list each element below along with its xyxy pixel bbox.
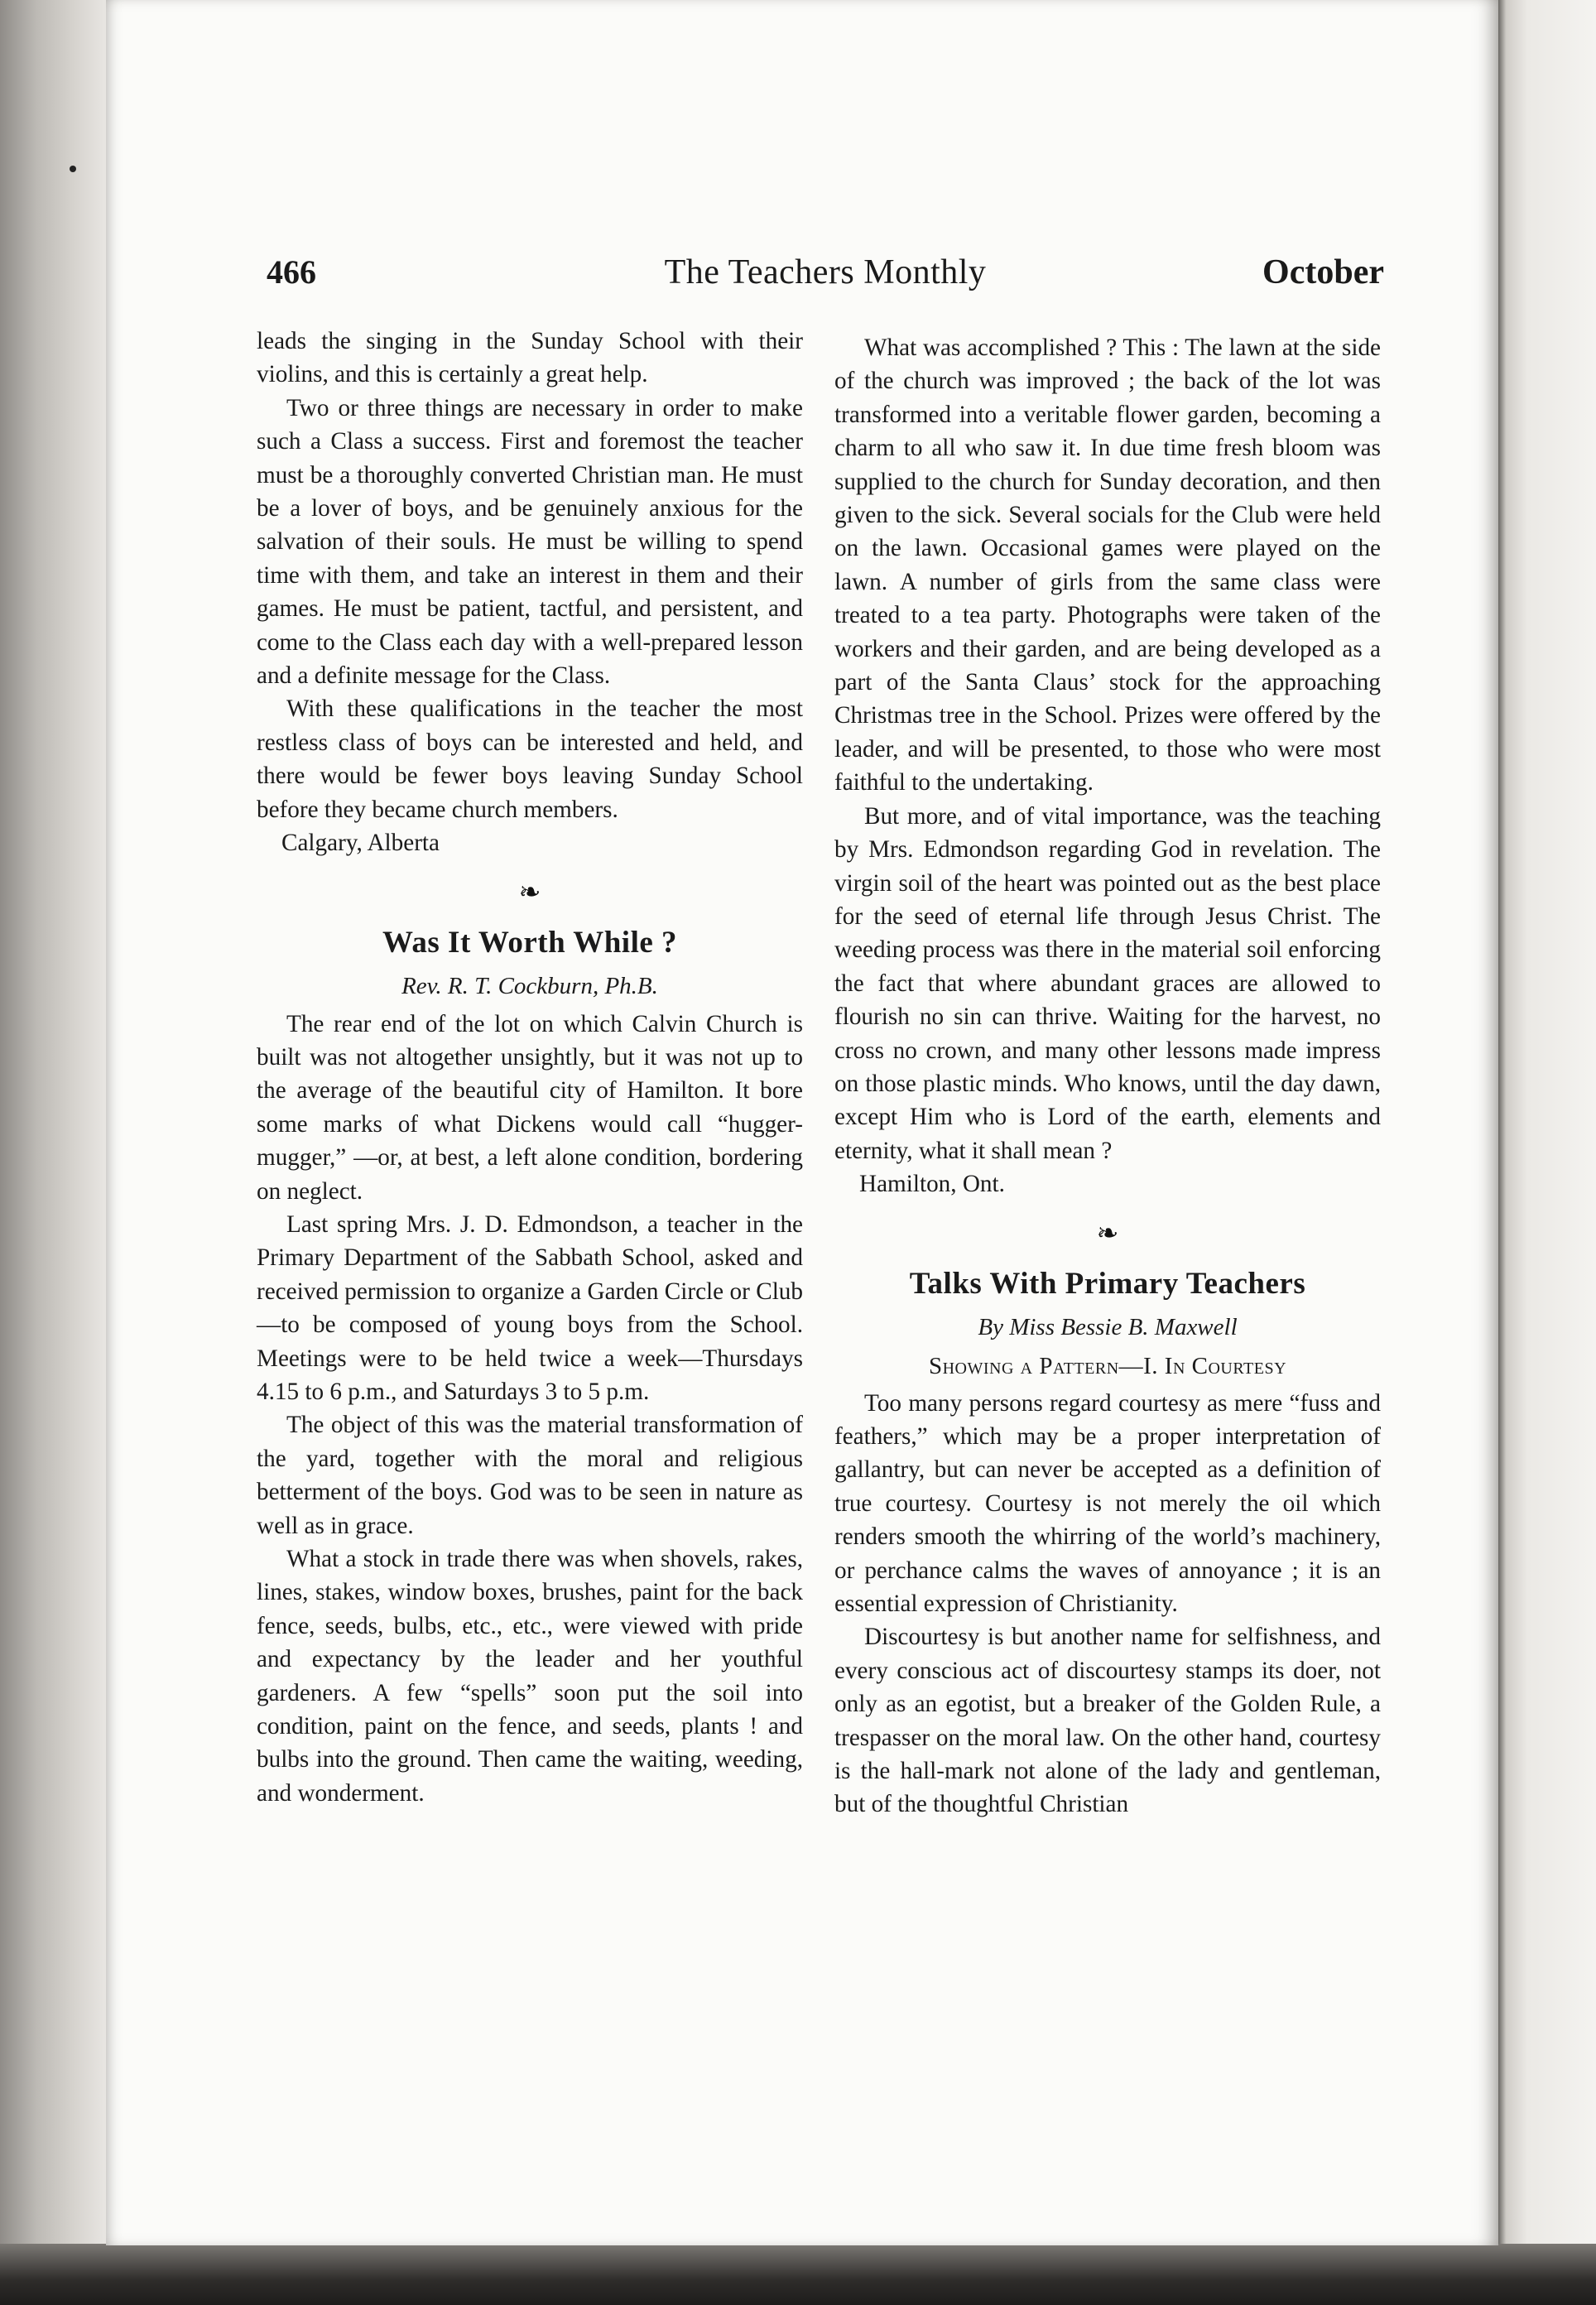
- article-title: Talks With Primary Teachers: [909, 1266, 1306, 1301]
- article-byline: Rev. R. T. Cockburn, Ph.B.: [401, 972, 658, 999]
- paragraph: What was accomplished ? This : The lawn at the side of the church was improved ; the back of the lot was transformed into a veritable flower garden, becoming a charm to all who saw it. In due time fresh bloom was supplied to the church for Sunday decoration, and then given to the sick. Several socials for the Club were held on the lawn. Occasional games were played on the lawn. A number of girls from the same class were treated to a tea party. Photographs were taken of the workers and their garden, and are being developed as a part of the Santa Claus’ stock for the approaching Christmas tree in the School. Prizes were offered by the leader, and will be presented, to those who were most faithful to the undertaking.: [834, 334, 1381, 796]
- paragraph: Too many persons regard courtesy as mere “fuss and feathers,” which may be a proper interpretation of gallantry, but can never be accepted as a definition of true courtesy. Courtesy is not merely the oil which renders smooth the whirring of the world’s machinery, or perchance calms the waves of annoyance ; it is an essential expression of Christianity.: [834, 1389, 1381, 1617]
- paragraph: Last spring Mrs. J. D. Edmondson, a teacher in the Primary Department of the Sabbath School, asked and received permission to organize a Garden Circle or Club—to be composed of young boys from the School. Meetings were to be held twice a week—Thursdays 4.15 to 6 p.m., and Saturdays 3 to 5 p.m.: [257, 1210, 803, 1405]
- place-signature: Calgary, Alberta: [281, 830, 440, 857]
- paragraph: What a stock in trade there was when shovels, rakes, lines, stakes, window boxes, brushes, paint for the back fence, seeds, bulbs, etc., etc., were viewed with pride and expectancy by the leader and her youthful gardeners. A few “spells” soon put the soil into condition, paint on the fence, and seeds, plants ! and bulbs into the ground. Then came the waiting, weeding, and wonderment.: [257, 1546, 803, 1807]
- issue-month: October: [1262, 253, 1384, 291]
- paragraph: The rear end of the lot on which Calvin Church is built was not altogether unsightly, but it was not up to the average of the beautiful city of Hamilton. It bore some marks of what Dickens would call “hugger-mugger,” —or, at best, a left alone condition, bordering on neglect.: [257, 1010, 803, 1205]
- article-subheading: Showing a Pattern—I. In Courtesy: [928, 1352, 1287, 1379]
- article-byline: By Miss Bessie B. Maxwell: [978, 1313, 1238, 1340]
- scan-speck: [70, 166, 76, 172]
- paragraph: But more, and of vital importance, was the teaching by Mrs. Edmondson regarding God in revelation. The virgin soil of the heart was pointed out as the best place for the seed of eternal life through Jesus Christ. The weeding process was there in the material soil enforcing the fact that where abundant graces are allowed to flourish no sin can thrive. Waiting for the harvest, no cross no crown, and many other lessons made impress on those plastic minds. Who knows, until the day dawn, except Him who is Lord of the earth, elements and eternity, what it shall mean ?: [834, 802, 1381, 1164]
- scan-left-edge: [0, 0, 106, 2305]
- scan-bottom-edge: [0, 2244, 1596, 2305]
- paragraph: leads the singing in the Sunday School with their violins, and this is certainly a great help.: [257, 328, 803, 388]
- left-column: [257, 325, 803, 1810]
- leaf-ornament-icon: ❧: [1096, 1217, 1119, 1248]
- page-number: 466: [267, 253, 316, 291]
- leaf-ornament-icon: ❧: [518, 876, 541, 907]
- scan-right-edge: [1498, 0, 1596, 2305]
- paragraph: Discourtesy is but another name for selfishness, and every conscious act of discourtesy stamps its doer, not only as an egotist, but a breaker of the Golden Rule, a trespasser on the moral law. On the other hand, courtesy is the hall-mark not alone of the lady and gentleman, but of the thoughtful Christian: [834, 1624, 1381, 1818]
- place-signature: Hamilton, Ont.: [859, 1171, 1005, 1198]
- paragraph: The object of this was the material transformation of the yard, together with the moral and religious betterment of the boys. God was to be seen in nature as well as in grace.: [257, 1412, 803, 1539]
- paragraph: With these qualifications in the teacher the most restless class of boys can be interested and held, and there would be fewer boys leaving Sunday School before they became church members.: [257, 695, 803, 823]
- right-column: [834, 331, 1381, 1821]
- article-title: Was It Worth While ?: [382, 925, 678, 960]
- journal-title: The Teachers Monthly: [664, 253, 987, 291]
- paragraph: Two or three things are necessary in order to make such a Class a success. First and foremost the teacher must be a thoroughly converted Christian man. He must be a lover of boys, and be genuinely anxious for the salvation of their souls. He must be willing to spend time with them, and take an interest in them and their games. He must be patient, tactful, and persistent, and come to the Class each day with a well-prepared lesson and a definite message for the Class.: [257, 394, 803, 690]
- running-header: [267, 253, 1384, 310]
